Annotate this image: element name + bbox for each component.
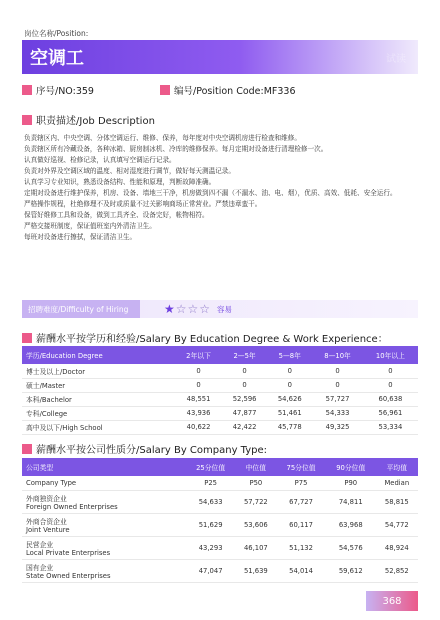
description-line: 负责对外界及空调区域的温度、相对湿度进行调节，做好每天测温记录。 [24, 167, 235, 175]
bullet-square-icon [22, 333, 32, 343]
title-banner [22, 40, 418, 74]
company-type-en: State Owned Enterprises [26, 571, 111, 580]
job-description-heading: 职责描述/Job Description [22, 112, 155, 127]
salary-cell: 59,612 [326, 559, 376, 582]
difficulty-level: 容易 [217, 304, 233, 314]
description-line: 定期对设备进行维护保养，机房、设备、墙地三干净，机房做到四不漏（不漏水、油、电、烟），优质、高效、低耗、安全运行。 [24, 189, 397, 197]
column-header: 75分位值 [276, 458, 326, 476]
salary-cell: 0 [267, 364, 312, 378]
table-row [22, 406, 418, 420]
description-line: 保管好维修工具和设备，做到工具齐全、设备完好，帐物相符。 [24, 211, 209, 219]
row-label [22, 536, 186, 559]
description-line: 认真学习专业知识，熟悉设备结构、性能和原理，判断故障准确。 [24, 178, 216, 186]
salary-cell: 54,576 [326, 536, 376, 559]
meta-row [22, 83, 418, 97]
company-salary-heading: 薪酬水平按公司性质分/Salary By Company Type: [22, 441, 267, 456]
salary-cell: 67,727 [276, 490, 326, 513]
salary-cell: 43,936 [175, 406, 222, 420]
column-header: 2—5年 [222, 346, 267, 364]
table-row [22, 559, 418, 582]
salary-cell: 51,629 [186, 513, 236, 536]
column-header: 2年以下 [175, 346, 222, 364]
table-row [22, 392, 418, 406]
salary-cell: 74,811 [326, 490, 376, 513]
job-description-body [24, 133, 420, 243]
difficulty-bar [22, 300, 418, 318]
star-rating [164, 302, 211, 316]
position-code: 编号/Position Code:MF336 [174, 86, 296, 97]
salary-cell: 54,772 [376, 513, 418, 536]
row-label [22, 513, 186, 536]
column-header: 公司类型 [22, 458, 186, 476]
watermark: 试读 [386, 53, 406, 65]
salary-cell: 57,722 [235, 490, 276, 513]
salary-cell: 0 [267, 378, 312, 392]
job-title: 空调工 [30, 48, 84, 69]
star-empty-icon: ☆☆☆ [175, 302, 212, 316]
salary-cell: 0 [363, 378, 418, 392]
code-item [160, 83, 296, 97]
table-row [22, 364, 418, 378]
column-header: 学历/Education Degree [22, 346, 175, 364]
company-type-en: Joint Venture [26, 525, 70, 534]
subheader-cell: P90 [326, 476, 376, 490]
serial-number: 序号/NO:359 [36, 86, 94, 97]
description-line: 负责辖区所有冷藏设备，各种冰箱、厨房制冰机、冷库的维修保养。每月定期对设备进行清理检修一次。 [24, 145, 328, 153]
company-type-zh: 国有企业 [26, 563, 54, 572]
salary-cell: 0 [222, 364, 267, 378]
column-header: 8—10年 [312, 346, 362, 364]
column-header: 5—8年 [267, 346, 312, 364]
bullet-square-icon [160, 85, 170, 95]
education-salary-table [22, 346, 418, 435]
row-label: 专科/College [22, 406, 175, 420]
description-line: 严格操作规程，杜绝修理不及时或质量不过关影响商场正常营业。严禁违章蛮干。 [24, 200, 262, 208]
subheader-cell: P50 [235, 476, 276, 490]
description-line: 负责辖区内、中央空调、分体空调运行、维修、保养，每年度对中央空调机房进行检查和维修。 [24, 134, 301, 142]
salary-cell: 43,293 [186, 536, 236, 559]
salary-cell: 54,014 [276, 559, 326, 582]
salary-cell: 0 [363, 364, 418, 378]
star-filled-icon: ★ [164, 302, 176, 316]
salary-cell: 40,622 [175, 420, 222, 434]
row-label: 博士及以上/Doctor [22, 364, 175, 378]
table-row [22, 420, 418, 434]
salary-cell: 53,334 [363, 420, 418, 434]
table-row [22, 536, 418, 559]
salary-cell: 52,596 [222, 392, 267, 406]
position-label: 岗位名称/Position: [24, 29, 89, 38]
description-line: 每班对设备进行擦拭，保证清洁卫生。 [24, 233, 137, 241]
company-salary-table [22, 458, 418, 583]
table-row [22, 513, 418, 536]
salary-cell: 53,606 [235, 513, 276, 536]
row-label: 本科/Bachelor [22, 392, 175, 406]
difficulty-label: 招聘难度/Difficulty of Hiring [22, 300, 140, 318]
description-line: 认真做好巡视、检修记录，认真填写空调运行记录。 [24, 156, 176, 164]
bullet-square-icon [22, 115, 32, 125]
column-header: 10年以上 [363, 346, 418, 364]
education-salary-heading: 薪酬水平按学历和经验/Salary By Education Degree & Work Experience： [22, 330, 388, 345]
description-line: 严格交接班制度，保证值班室内外清洁卫生。 [24, 222, 156, 230]
bullet-square-icon [22, 444, 32, 454]
row-label [22, 490, 186, 513]
row-label: 硕士/Master [22, 378, 175, 392]
salary-cell: 47,877 [222, 406, 267, 420]
subheader-cell: P25 [186, 476, 236, 490]
salary-cell: 0 [312, 378, 362, 392]
company-type-zh: 外商独资企业 [26, 494, 67, 503]
salary-cell: 60,638 [363, 392, 418, 406]
salary-cell: 57,727 [312, 392, 362, 406]
company-type-en: Foreign Owned Enterprises [26, 502, 118, 511]
column-header: 平均值 [376, 458, 418, 476]
bullet-square-icon [22, 85, 32, 95]
salary-cell: 54,626 [267, 392, 312, 406]
salary-cell: 48,924 [376, 536, 418, 559]
row-label: 高中及以下/High School [22, 420, 175, 434]
salary-cell: 0 [312, 364, 362, 378]
column-header: 90分位值 [326, 458, 376, 476]
salary-cell: 51,639 [235, 559, 276, 582]
table-row [22, 378, 418, 392]
salary-cell: 58,815 [376, 490, 418, 513]
row-label [22, 559, 186, 582]
subheader-cell: Company Type [22, 476, 186, 490]
salary-cell: 0 [175, 378, 222, 392]
salary-cell: 54,633 [186, 490, 236, 513]
salary-cell: 49,325 [312, 420, 362, 434]
salary-cell: 63,968 [326, 513, 376, 536]
column-header: 25分位值 [186, 458, 236, 476]
salary-cell: 45,778 [267, 420, 312, 434]
subheader-cell: Median [376, 476, 418, 490]
column-header: 中位值 [235, 458, 276, 476]
salary-cell: 54,333 [312, 406, 362, 420]
salary-cell: 42,422 [222, 420, 267, 434]
salary-cell: 52,852 [376, 559, 418, 582]
salary-cell: 47,047 [186, 559, 236, 582]
company-type-en: Local Private Enterprises [26, 548, 111, 557]
salary-cell: 48,551 [175, 392, 222, 406]
salary-cell: 46,107 [235, 536, 276, 559]
company-type-zh: 外商合资企业 [26, 517, 67, 526]
table-subheader-row [22, 476, 418, 490]
company-type-zh: 民营企业 [26, 540, 54, 549]
table-row [22, 490, 418, 513]
salary-cell: 51,132 [276, 536, 326, 559]
page-number: 368 [366, 591, 418, 611]
salary-cell: 56,961 [363, 406, 418, 420]
salary-cell: 0 [175, 364, 222, 378]
salary-cell: 60,117 [276, 513, 326, 536]
subheader-cell: P75 [276, 476, 326, 490]
serial-item [22, 83, 94, 97]
salary-cell: 51,461 [267, 406, 312, 420]
salary-cell: 0 [222, 378, 267, 392]
